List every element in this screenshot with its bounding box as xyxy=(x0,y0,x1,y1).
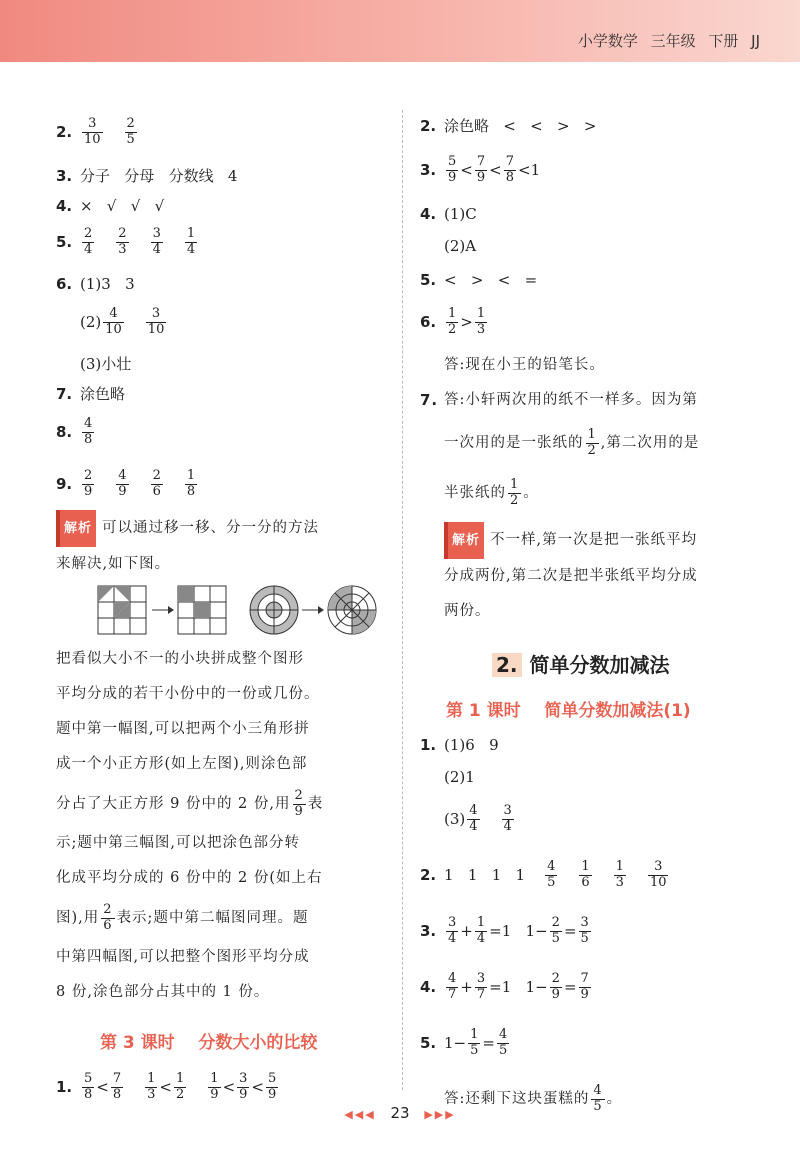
lesson3-answer-1: 1. $\frac{5}{8}$ < $\frac{7}{8}$ $\frac{1}{3}$ < $\frac{1}{2}$ $\frac{1}{9}$ < $\frac{3}{9}$ < $\frac{5}{9}$ xyxy=(56,1070,277,1102)
lesson-3-title: 第 3 课时 分数大小的比较 xyxy=(100,1033,318,1053)
l1-answer-5: 5. 1− $\frac{1}{5}$ = $\frac{4}{5}$ xyxy=(420,1026,508,1058)
r-answer-7: 7. 答:小轩两次用的纸不一样多。因为第 一次用的是一张纸的 $\frac{1}{2}$ ,第二次用的是 半张纸的 $\frac{1}{2}$ 。 xyxy=(420,391,700,508)
prev-arrows-icon: ◀◀◀ xyxy=(344,1108,376,1121)
answer-7: 7. 涂色略 xyxy=(56,384,126,403)
grid-figure-2 xyxy=(178,586,226,634)
analysis-tag: 解析 xyxy=(56,510,96,547)
answer-6-part1: 6. (1)3 3 xyxy=(56,274,135,293)
right-column xyxy=(420,112,770,1121)
analysis-tag: 解析 xyxy=(444,522,484,559)
next-arrows-icon: ▶▶▶ xyxy=(424,1108,456,1121)
page-number: 23 xyxy=(390,1104,410,1122)
l1-answer-3: 3. $\frac{3}{4}$ + $\frac{1}{4}$ =1 1− $\frac{2}{5}$ = $\frac{3}{5}$ xyxy=(420,914,589,946)
page-footer xyxy=(0,1104,800,1122)
r-answer-2: 2. 涂色略 < < > > xyxy=(420,116,597,135)
fraction: $\frac{2}{5}$ xyxy=(126,115,135,147)
answer-2: 2. $\frac{3}{10}$ $\frac{2}{5}$ xyxy=(56,115,135,147)
grid-figure-1 xyxy=(98,586,146,634)
chapter-title: 2. 简单分数加减法 xyxy=(420,649,770,678)
analysis-left: 解析 可以通过移一移、分一分的方法 来解决,如下图。 把看似大小不一的小块拼成整个图形 平均分成的若干小份中的一份或几份。 题中第一幅图,可以把两个小三角形拼 成一个小正方形(如上左图),则涂色部 分占了大正方形 9 份中的 2 份,用 $\frac{2}{9}$ 表 示;题中第三幅图,可以把涂色部分转 化成平均分成的 6 份中的 2 份(如上右 图),用 $\frac{2}{6}$ 表示;题中第二幅图同理。题 中第四幅图,可以把整个图形平均分成 8 份,涂色部分占其中的 1 份。 xyxy=(56,510,386,1010)
analysis-figures xyxy=(56,582,386,642)
r-answer-4-part2: (2)A xyxy=(444,236,477,255)
l1-answer-4: 4. $\frac{4}{7}$ + $\frac{3}{7}$ =1 1− $\frac{2}{9}$ = $\frac{7}{9}$ xyxy=(420,970,589,1002)
circle-figure-1 xyxy=(250,586,298,634)
answer-5: 5. $\frac{2}{4}$ $\frac{2}{3}$ $\frac{3}{4}$ $\frac{1}{4}$ xyxy=(56,225,196,257)
l1-answer-1-part1: 1. (1)6 9 xyxy=(420,735,499,754)
r-answer-5: 5. < > < = xyxy=(420,270,538,289)
header-band xyxy=(0,0,800,62)
grid-and-circle-diagrams xyxy=(56,582,386,638)
left-column xyxy=(56,112,386,1109)
l1-answer-1-part2: (2)1 xyxy=(444,767,475,786)
r-answer-6-reply: 答:现在小王的铅笔长。 xyxy=(444,357,605,373)
answer-8: 8. $\frac{4}{8}$ xyxy=(56,415,93,447)
book-header: 小学数学 三年级 下册 JJ xyxy=(577,32,760,50)
answer-4: 4. × √ √ √ xyxy=(56,196,165,215)
circle-figure-2 xyxy=(328,586,376,634)
analysis-right: 解析 不一样,第一次是把一张纸平均 分成两份,第二次是把半张纸平均分成 两份。 xyxy=(420,522,770,629)
l1-answer-2: 2. 1 1 1 1 $\frac{4}{5}$ $\frac{1}{6}$ $\frac{1}{3}$ $\frac{3}{10}$ xyxy=(420,858,667,890)
fraction: $\frac{3}{10}$ xyxy=(84,115,101,147)
lesson-1-title: 第 1 课时 简单分数加减法(1) xyxy=(446,701,691,721)
r-answer-3: 3. $\frac{5}{9}$ < $\frac{7}{9}$ < $\frac{7}{8}$ <1 xyxy=(420,153,541,185)
l1-answer-5-reply: 答:还剩下这块蛋糕的 $\frac{4}{5}$ 。 xyxy=(444,1082,623,1114)
answer-6-part2: (2) $\frac{4}{10}$ $\frac{3}{10}$ xyxy=(80,305,165,337)
l1-answer-1-part3: (3) $\frac{4}{4}$ $\frac{3}{4}$ xyxy=(444,802,512,834)
r-answer-4-part1: 4. (1)C xyxy=(420,204,477,223)
r-answer-6: 6. $\frac{1}{2}$ > $\frac{1}{3}$ xyxy=(420,305,486,337)
answer-3: 3. 分子 分母 分数线 4 xyxy=(56,166,238,185)
answer-9: 9. $\frac{2}{9}$ $\frac{4}{9}$ $\frac{2}{6}$ $\frac{1}{8}$ xyxy=(56,467,196,499)
answer-6-part3: (3)小壮 xyxy=(80,354,132,373)
column-divider xyxy=(402,110,403,1090)
